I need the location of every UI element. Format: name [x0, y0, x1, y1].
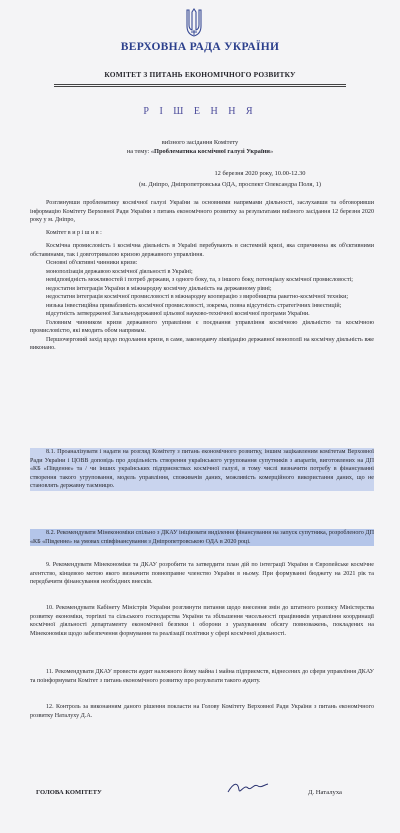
- finding-paragraph: Першочерговий захід щодо подолання кризи, в саме, законодавчу ліквідацію державної монополії на космічну діяльність вже виконано.: [30, 336, 374, 351]
- finding-paragraph: недостатня інтеграція космічної промисловості в міжнародну кооперацію з виробництва ракетно-космічної техніки;: [46, 294, 349, 300]
- item-8-1: [30, 448, 374, 491]
- header-rule: [54, 84, 346, 85]
- session-topic: [0, 148, 400, 156]
- topic-prefix: на тему: «: [126, 148, 155, 155]
- topic-text: Проблематика космічної галузі України: [154, 148, 270, 155]
- topic-suffix: »: [269, 148, 274, 155]
- handwritten-signature: [226, 780, 270, 796]
- findings-section: [30, 242, 374, 353]
- org-name: ВЕРХОВНА РАДА УКРАЇНИ: [120, 41, 280, 53]
- resolved-label-text: Комітет в и р і ш и в :: [46, 230, 102, 236]
- signatory-name: Д. Наталуха: [308, 789, 342, 796]
- item-9-text: 9. Рекомендувати Мінекономіки та ДКАУ розробити та затвердити план дій по інтеграції України в Європейське космічне агентство, кінцевою метою якого визначити повноправне членство України в ньому. При формуванні бюджету на 2021 рік та передбачити фінансування необхідних внесків.: [30, 562, 374, 585]
- item-8-2: [30, 529, 374, 546]
- decision-title: Р І Ш Е Н Н Я: [143, 106, 257, 117]
- signature-position: ГОЛОВА КОМІТЕТУ: [36, 789, 102, 796]
- item-11: [30, 668, 374, 685]
- finding-paragraph: Головним чинником кризи державного управління є поєднання управління космічною діяльністю та космічною промисловістю, які вмодить обом напрямам.: [30, 319, 374, 334]
- item-12: [30, 703, 374, 720]
- finding-paragraph: низька інвестиційна привабливість космічної промисловості, зокрема, повна відсутність стратегічних інвестицій;: [46, 302, 342, 309]
- finding-paragraph: відсутність затвердженої Загальнодержавної цільової науково-технічної космічної програми України.: [46, 311, 310, 317]
- finding-paragraph: Основні об'єктивні чинники кризи:: [46, 260, 138, 266]
- item-10: [30, 604, 374, 638]
- preamble-text: Розглянувши проблематику космічної галузі України за основними напрямами діяльності, заслухавши та обговоривши інформацію Комітету Верховної Ради України з питань економічного розвитку за результатами виїзного засідання 12 березня 2020 року у м. Дніпро,: [30, 200, 374, 223]
- resolved-label: [30, 229, 374, 238]
- item-12-text: 12. Контроль за виконанням даного рішення покласти на Голову Комітету Верховної Ради України з питань економічного розвитку Наталуху Д.А.: [30, 704, 374, 719]
- item-10-text: 10. Рекомендувати Кабінету Міністрів України розглянути питання щодо внесення змін до штатного розпису Міністерства розвитку економіки, торгівлі та сільського господарства України та збільшення чисельності працівників управління координації космічної діяльності департаменту економічної безпеки і оборони з урахуванням обсягу повноважень, покладених на Мінекономіки щодо забезпечення формування та реалізації політики у сфері космічної діяльності.: [30, 605, 374, 637]
- item-8-2-text: 8.2. Рекомендувати Мінекономіки спільно з ДКАУ ініціювати виділення фінансування на запуск супутника, розробленого ДП «КБ «Південне» на умовах співфінансування з Дніпропетровською ОДА в 2020 році.: [30, 530, 374, 545]
- item-8-1-text: 8.1. Проаналізувати і надати на розгляд Комітету з питань економічного розвитку, іншим зацікавленим комітетам Верховної Ради України і ЦОВВ доповідь про доцільність створення українського угруповання супутників з апаратів, виготовлених на ДП «КБ «Південне» та / чи інших українських підприємствах космічної галузі, в тому числі визначити потребу в фінансуванні створення такого угруповання, модель управління, споживачів даних, можливість комерційного використання даних, що не становлять державну таємницю.: [30, 449, 374, 489]
- header-rule-thin: [54, 86, 346, 87]
- session-subtitle: виїзного засідання Комітету: [161, 139, 239, 146]
- finding-paragraph: Космічна промисловість і космічна діяльність в Україні перебувають в системній кризі, яка спричинена як об'єктивними обставинами, так і довготривалою кризою державного управління.: [30, 243, 374, 258]
- session-datetime: 12 березня 2020 року, 10.00-12.30: [214, 170, 306, 177]
- committee-name: КОМІТЕТ З ПИТАНЬ ЕКОНОМІЧНОГО РОЗВИТКУ: [104, 70, 296, 79]
- preamble: [30, 199, 374, 225]
- item-11-text: 11. Рекомендувати ДКАУ провести аудит належного йому майна і майна підприємств, віднесених до сфери управління ДКАУ та поінформувати Комітет з питань економічного розвитку про результати такого аудиту.: [30, 669, 374, 684]
- finding-paragraph: невідповідність можливостей і потреб держави, з одного боку, та, з іншого боку, потенціалу космічної промисловості;: [46, 277, 353, 283]
- finding-paragraph: недостатня інтеграція України в міжнародну космічну діяльність на державному рівні;: [46, 285, 272, 292]
- finding-paragraph: монополізація державою космічної діяльності в Україні;: [46, 268, 193, 275]
- trident-emblem-icon: [184, 8, 204, 38]
- item-9: [30, 561, 374, 587]
- session-location: (м. Дніпро, Дніпропетровська ОДА, проспект Олександра Поля, 1): [139, 181, 321, 188]
